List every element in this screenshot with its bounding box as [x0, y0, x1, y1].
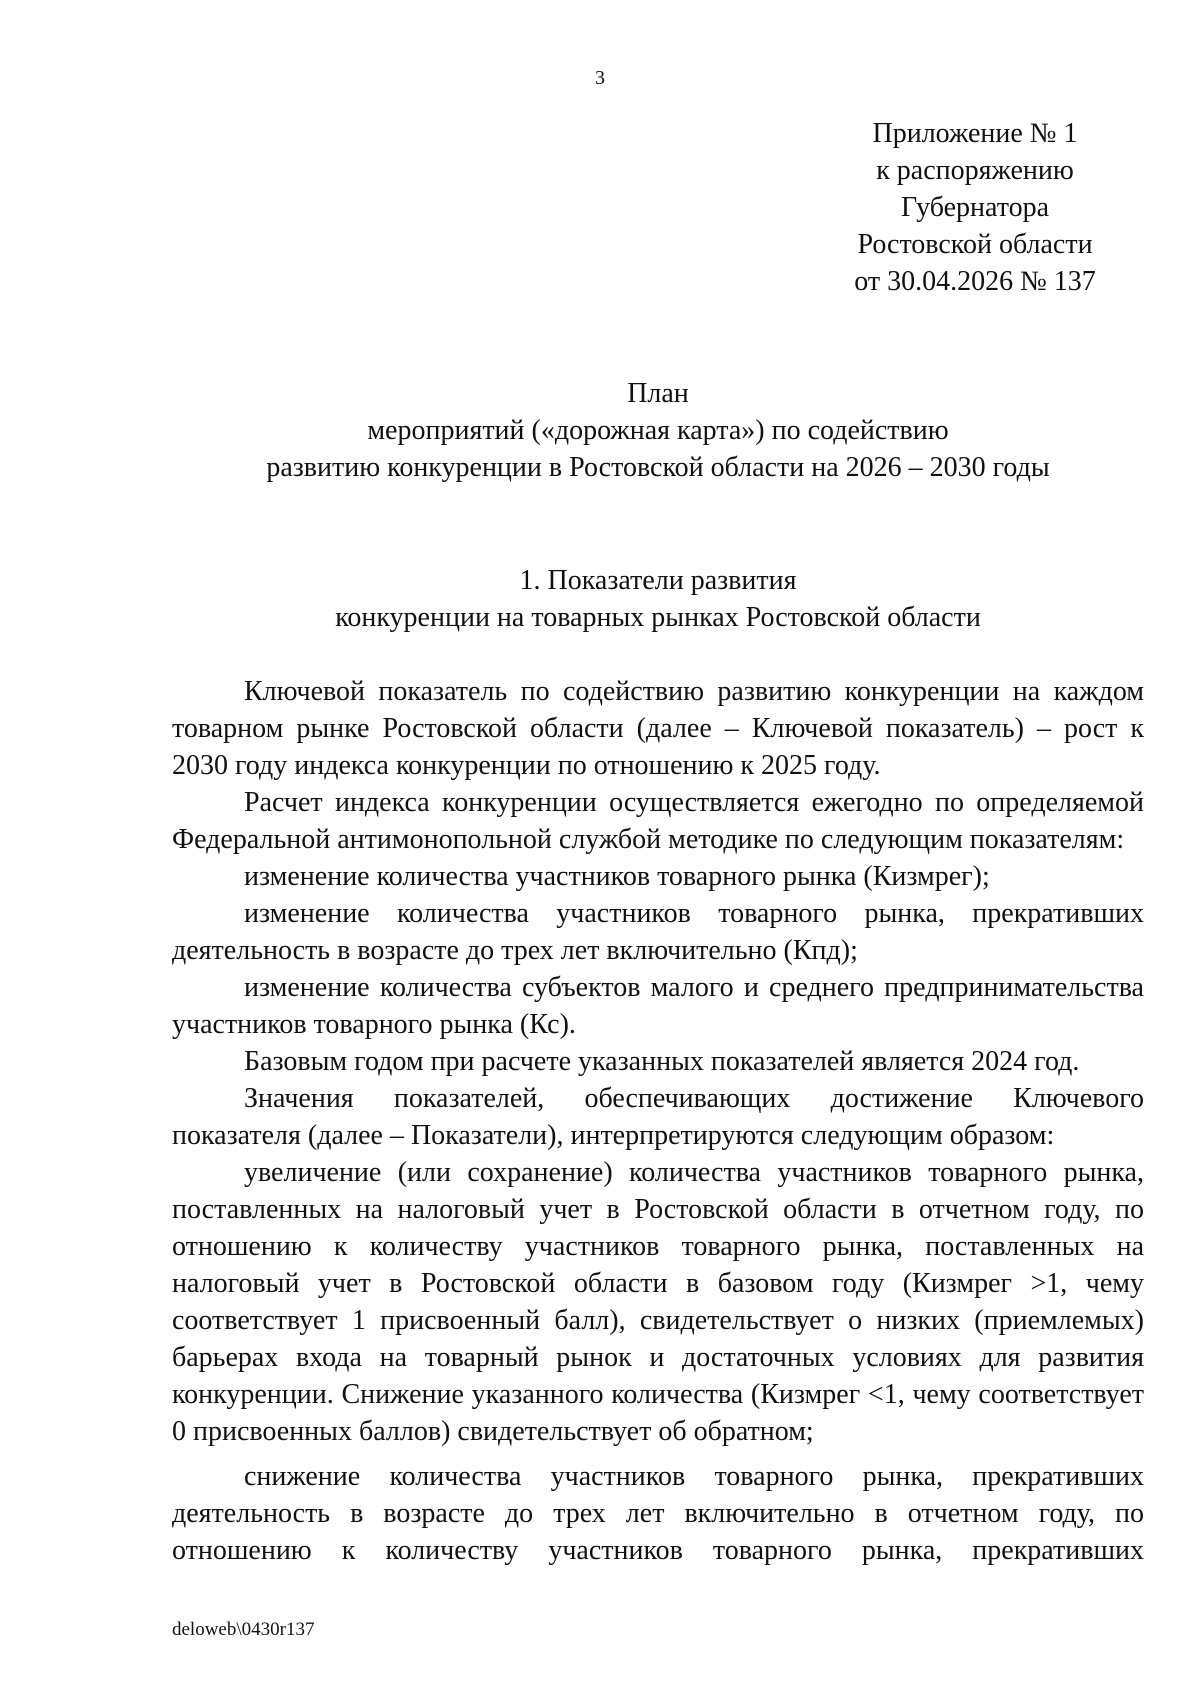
appendix-line: Губернатора	[900, 192, 1050, 223]
paragraph: изменение количества участников товарного рынка (Кизмрег);	[244, 861, 990, 892]
section-heading	[200, 562, 1116, 636]
appendix-block	[840, 115, 1110, 300]
page-number: 3	[595, 67, 605, 89]
paragraph: Базовым годом при расчете указанных показателей является 2024 год.	[244, 1046, 1080, 1077]
body-text	[172, 673, 1144, 1569]
paragraph: Значения показателей, обеспечивающих достижение Ключевого показателя (далее – Показатели), интерпретируются следующим образом:	[172, 1083, 1144, 1151]
paragraph: Расчет индекса конкуренции осуществляется ежегодно по определяемой Федеральной антимонопольной службой методике по следующим показателям:	[172, 787, 1144, 855]
paragraph: изменение количества субъектов малого и среднего предпринимательства участников товарного рынка (Кс).	[172, 972, 1144, 1040]
plan-title-line: развитию конкуренции в Ростовской области на 2026 – 2030 годы	[266, 452, 1050, 483]
appendix-line: Приложение № 1	[872, 118, 1078, 149]
paragraph: увеличение (или сохранение) количества участников товарного рынка, поставленных на налоговый учет в Ростовской области в отчетном году, по отношению к количеству участников товарного рынка, поставленных на налоговый учет в Ростовской области в базовом году (Кизмрег >1, чему соответствует 1 присвоенный балл), свидетельствует о низких (приемлемых) барьерах входа на товарный рынок и достаточных условиях для развития конкуренции. Снижение указанного количества (Кизмрег <1, чему соответствует 0 присвоенных баллов) свидетельствует об обратном;	[172, 1157, 1144, 1447]
appendix-line: от 30.04.2026 № 137	[854, 266, 1096, 297]
plan-title-line: План	[627, 378, 689, 409]
paragraph: Ключевой показатель по содействию развитию конкуренции на каждом товарном рынке Ростовской области (далее – Ключевой показатель) – рост к 2030 году индекса конкуренции по отношению к 2025 году.	[172, 676, 1144, 781]
plan-title	[200, 375, 1116, 486]
section-heading-line: 1. Показатели развития	[519, 565, 797, 596]
appendix-line: Ростовской области	[857, 229, 1093, 260]
plan-title-line: мероприятий («дорожная карта») по содействию	[367, 415, 949, 446]
appendix-line: к распоряжению	[876, 155, 1074, 186]
paragraph: снижение количества участников товарного рынка, прекративших деятельность в возрасте до трех лет включительно в отчетном году, по отношению к количеству участников товарного рынка, прекративших	[172, 1461, 1144, 1566]
section-heading-line: конкуренции на товарных рынках Ростовской области	[335, 602, 981, 633]
footer-document-code: deloweb\0430r137	[172, 1619, 315, 1640]
paragraph: изменение количества участников товарного рынка, прекративших деятельность в возрасте до трех лет включительно (Кпд);	[172, 898, 1144, 966]
